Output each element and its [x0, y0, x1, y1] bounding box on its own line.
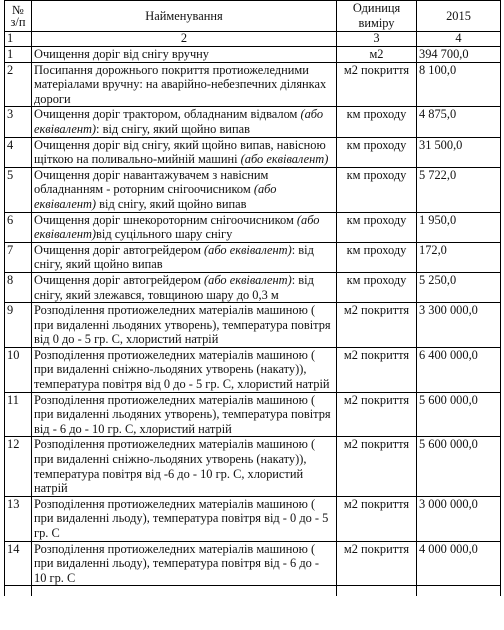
row-name-text: Розподілення протиожеледних матеріалів машиною ( при видаленні сніжно-льодяних утворень (накату)), температура повітря від 0 до - 5 гр. С, хлористий натрій — [34, 347, 330, 392]
row-value: 3 000 000,0 — [417, 496, 501, 541]
table-body — [5, 47, 501, 586]
row-unit: км проходу — [337, 107, 417, 137]
table-row — [5, 272, 501, 302]
row-unit: км проходу — [337, 212, 417, 242]
header-name: Найменування — [32, 1, 337, 32]
equivalent-note: (або еквівалент) — [34, 107, 324, 136]
equivalent-note: (або еквівалент) — [204, 272, 292, 287]
table-row — [5, 347, 501, 392]
table-row — [5, 392, 501, 437]
row-name-text: Розподілення протиожеледних матеріалів машиною ( при видаленні льодяних утворень), температура повітря від 0 до - 5 гр. С, хлористий натрій — [34, 303, 331, 347]
row-unit: м2 покриття — [337, 392, 417, 437]
row-number: 12 — [5, 437, 32, 496]
column-index-3: 3 — [337, 32, 417, 47]
row-value: 5 250,0 — [417, 272, 501, 302]
row-name — [32, 347, 337, 392]
row-name — [32, 242, 337, 272]
row-number: 6 — [5, 212, 32, 242]
column-index-1: 1 — [5, 32, 32, 47]
equivalent-note: (або еквівалент) — [34, 182, 277, 211]
row-number: 4 — [5, 137, 32, 167]
row-name-text: від суцільного шару снігу — [96, 227, 233, 242]
row-name-text: Очищення доріг автогрейдером — [34, 272, 205, 287]
row-value: 8 100,0 — [417, 62, 501, 107]
row-unit: м2 покриття — [337, 347, 417, 392]
table-row — [5, 303, 501, 348]
row-name-text: Посипання дорожнього покриття протиожеледними матеріалами вручну: на аварійно-небезпечних ділянках дороги — [34, 62, 327, 106]
table-row — [5, 62, 501, 107]
row-number: 11 — [5, 392, 32, 437]
row-name-text: від снігу, який щойно випав — [96, 196, 247, 211]
row-number: 3 — [5, 107, 32, 137]
row-number: 8 — [5, 272, 32, 302]
row-name-text: Розподілення протиожеледних матеріалів машиною ( при видаленні льодяних утворень), температура повітря від - 6 до - 10 гр. С, хлористий натрій — [34, 392, 331, 436]
row-name-text: Розподілення протиожеледних матеріалів машиною ( при видаленні льоду), температура повітря від - 0 до - 5 гр. С — [34, 496, 329, 540]
row-unit: м2 покриття — [337, 62, 417, 107]
row-unit: м2 покриття — [337, 437, 417, 496]
header-unit: Одиниця виміру — [337, 1, 417, 32]
row-name-text: Очищення доріг автогрейдером — [34, 242, 205, 257]
row-number: 9 — [5, 303, 32, 348]
row-name — [32, 47, 337, 63]
row-value: 31 500,0 — [417, 137, 501, 167]
row-name — [32, 392, 337, 437]
row-name — [32, 107, 337, 137]
row-name-text: : від снігу, який злежався, товщиною шару до 0,3 м — [34, 272, 314, 302]
row-name-text: Очищення доріг трактором, обладнаним відвалом — [34, 107, 301, 122]
table-header-row — [5, 1, 501, 32]
row-name — [32, 137, 337, 167]
column-index-row — [5, 32, 501, 47]
row-value: 1 950,0 — [417, 212, 501, 242]
row-number: 10 — [5, 347, 32, 392]
equivalent-note: (або еквівалент) — [240, 152, 329, 167]
row-value: 394 700,0 — [417, 47, 501, 63]
row-unit: км проходу — [337, 272, 417, 302]
row-name-text: Розподілення протиожеледних матеріалів машиною ( при видаленні сніжно-льодяних утворень (накату)), температура повітря від -6 до - 10 гр. С, хлористий натрій — [34, 437, 316, 496]
row-name — [32, 437, 337, 496]
table-row — [5, 107, 501, 137]
row-value: 4 875,0 — [417, 107, 501, 137]
table-row — [5, 437, 501, 496]
row-value: 5 722,0 — [417, 167, 501, 212]
row-unit: км проходу — [337, 167, 417, 212]
row-number: 1 — [5, 47, 32, 63]
row-number: 5 — [5, 167, 32, 212]
row-name — [32, 496, 337, 541]
header-number: № з/п — [5, 1, 32, 32]
row-name — [32, 541, 337, 586]
row-unit: км проходу — [337, 137, 417, 167]
row-value: 6 400 000,0 — [417, 347, 501, 392]
row-name-text: Очищення доріг шнекороторним снігоочисником — [34, 212, 297, 227]
row-number: 7 — [5, 242, 32, 272]
row-value: 5 600 000,0 — [417, 392, 501, 437]
row-name — [32, 212, 337, 242]
row-unit: м2 покриття — [337, 303, 417, 348]
table-row — [5, 541, 501, 586]
row-value: 172,0 — [417, 242, 501, 272]
table-row — [5, 496, 501, 541]
table-row — [5, 137, 501, 167]
table-row — [5, 242, 501, 272]
equivalent-note: (або еквівалент) — [204, 242, 292, 257]
row-number: 13 — [5, 496, 32, 541]
table-row — [5, 47, 501, 63]
row-unit: м2 — [337, 47, 417, 63]
document-page — [4, 0, 504, 630]
row-value: 5 600 000,0 — [417, 437, 501, 496]
equivalent-note: (або еквівалент) — [34, 212, 320, 242]
row-unit: м2 покриття — [337, 496, 417, 541]
row-number: 2 — [5, 62, 32, 107]
header-year: 2015 — [417, 1, 501, 32]
table-row — [5, 167, 501, 212]
row-name — [32, 62, 337, 107]
row-value: 4 000 000,0 — [417, 541, 501, 586]
row-name-text: : від снігу, який щойно випав — [34, 242, 314, 272]
column-index-2: 2 — [32, 32, 337, 47]
row-value: 3 300 000,0 — [417, 303, 501, 348]
row-name-text: : від снігу, який щойно випав — [96, 121, 250, 136]
row-number: 14 — [5, 541, 32, 586]
snow-clearing-price-table — [4, 0, 501, 596]
row-name-text: Очищення доріг від снігу, який щойно випав, навісною щіткою на поливально-мийній машині — [34, 137, 326, 167]
row-name-text: Очищення доріг від снігу вручну — [34, 47, 210, 61]
row-unit: км проходу — [337, 242, 417, 272]
table-row-cut-off — [5, 586, 501, 597]
row-name-text: Розподілення протиожеледних матеріалів машиною ( при видаленні льоду), температура повітря від - 6 до - 10 гр. С — [34, 541, 320, 585]
table-row — [5, 212, 501, 242]
column-index-4: 4 — [417, 32, 501, 47]
row-name — [32, 303, 337, 348]
row-unit: м2 покриття — [337, 541, 417, 586]
row-name — [32, 167, 337, 212]
row-name — [32, 272, 337, 302]
row-name-text: Очищення доріг навантажувачем з навісним обладнанням - роторним снігоочисником — [34, 167, 269, 197]
